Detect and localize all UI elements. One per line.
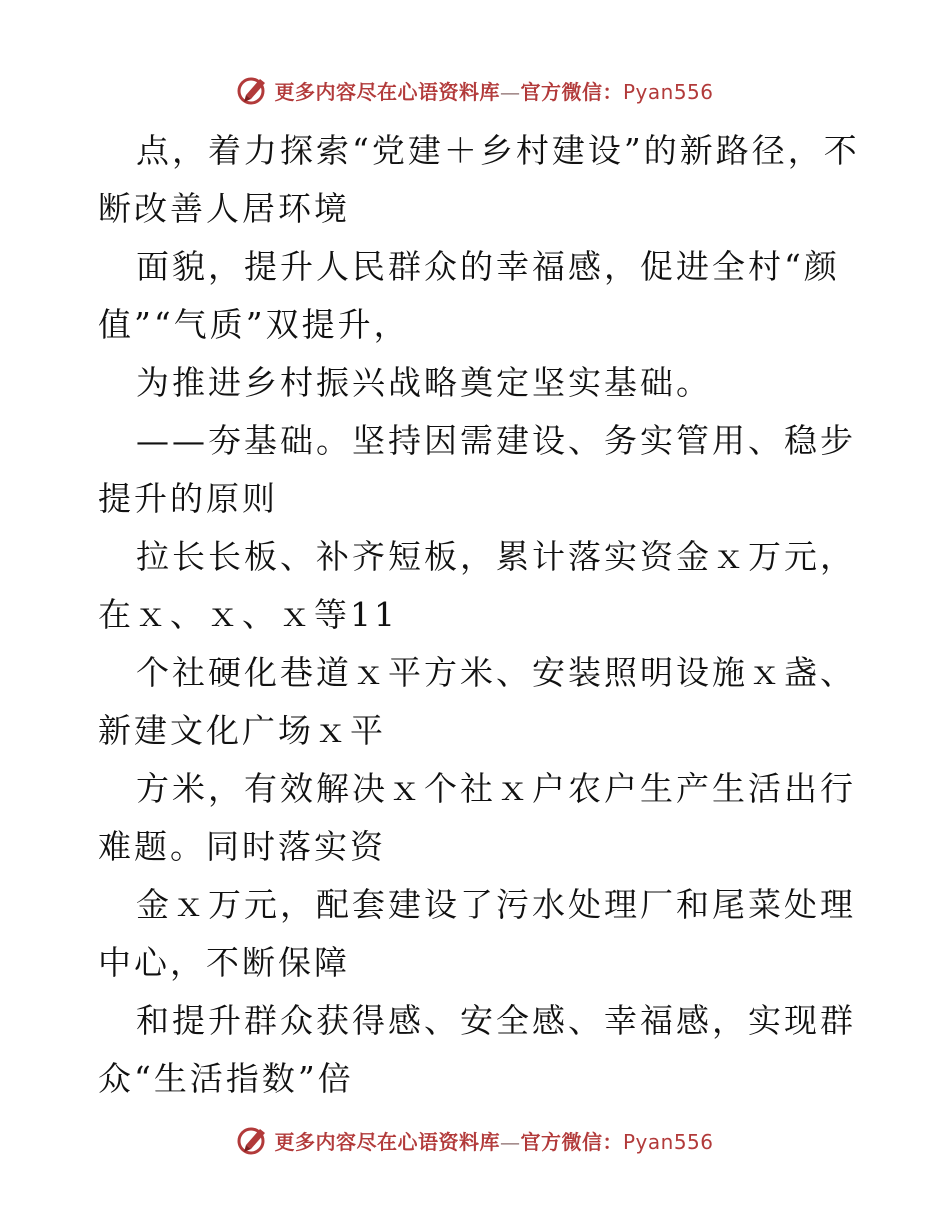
- footer-banner-text: 更多内容尽在心语资料库—官方微信：Pyan556: [274, 1129, 714, 1154]
- pen-logo-icon: [236, 1123, 270, 1157]
- pen-logo-icon: [236, 73, 270, 107]
- document-body: [98, 122, 868, 1108]
- paragraph: 面貌，提升人民群众的幸福感，促进全村“颜值”“气质”双提升，: [98, 247, 840, 344]
- paragraph: 方米，有效解决ｘ个社ｘ户农户生产生活出行难题。同时落实资: [98, 769, 856, 866]
- paragraph: 为推进乡村振兴战略奠定坚实基础。: [136, 363, 712, 402]
- header-banner-text: 更多内容尽在心语资料库—官方微信：Pyan556: [274, 79, 714, 104]
- paragraph: 和提升群众获得感、安全感、幸福感，实现群众“生活指数”倍: [98, 1001, 856, 1098]
- footer-banner: [0, 1120, 950, 1160]
- header-banner: [0, 70, 950, 110]
- paragraph: 点，着力探索“党建＋乡村建设”的新路径，不断改善人居环境: [98, 131, 860, 228]
- paragraph: 金ｘ万元，配套建设了污水处理厂和尾菜处理中心，不断保障: [98, 885, 856, 982]
- paragraph: 拉长长板、补齐短板，累计落实资金ｘ万元，在ｘ、ｘ、ｘ等11: [98, 537, 856, 634]
- paragraph: ——夯基础。坚持因需建设、务实管用、稳步提升的原则: [98, 421, 856, 518]
- paragraph: 个社硬化巷道ｘ平方米、安装照明设施ｘ盏、新建文化广场ｘ平: [98, 653, 856, 750]
